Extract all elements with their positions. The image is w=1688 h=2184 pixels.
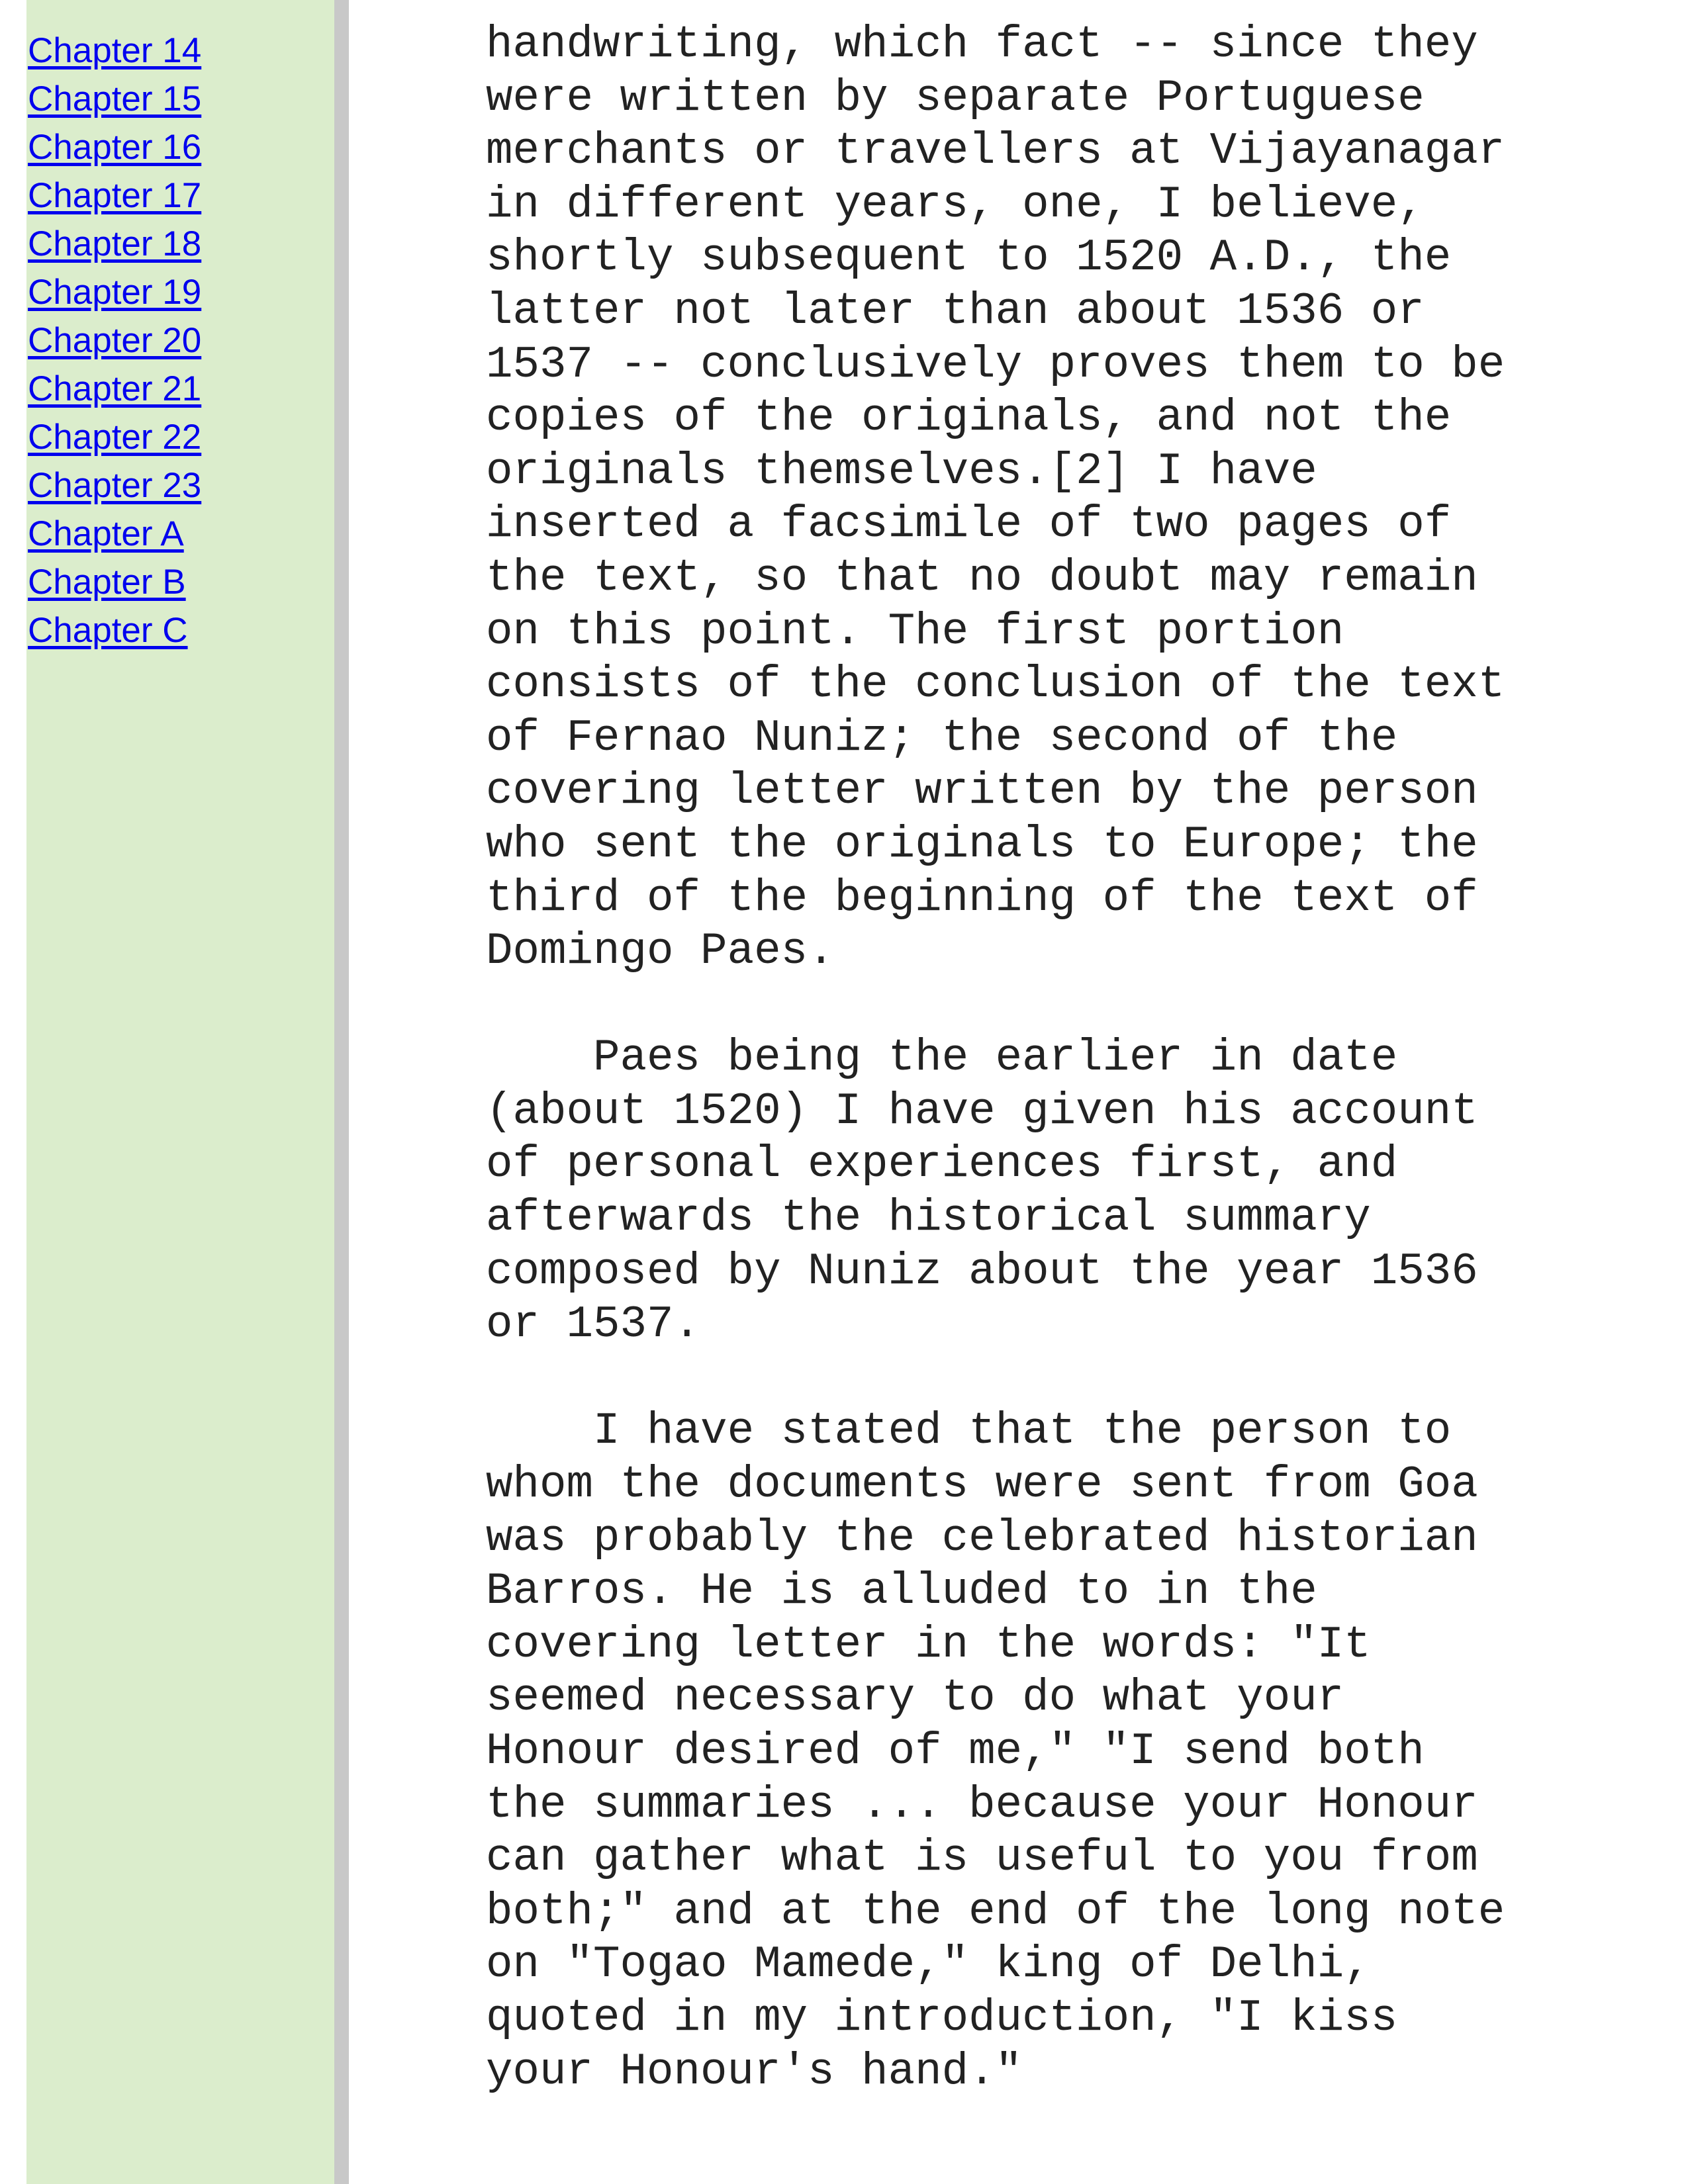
chapter-list-item — [28, 558, 334, 606]
chapter-list-item — [28, 171, 334, 220]
text-paragraph: I have stated that the person to whom the documents were sent from Goa was probably the celebrated historian Barros. He is alluded to in the covering letter in the words: "It seemed necessary to do what your Honour desired of me," "I send both the summaries ... because your Honour can gather what is useful to you from both;" and at the end of the long note on "Togao Mamede," king of Delhi, quoted in my introduction, "I kiss your Honour's hand." — [486, 1406, 1505, 2097]
chapter-list-item — [28, 220, 334, 268]
chapter-list-item — [28, 461, 334, 510]
chapter-list-item — [28, 413, 334, 461]
chapter-link-17[interactable]: Chapter 17 — [28, 176, 202, 215]
chapter-sidebar — [26, 0, 349, 2184]
chapter-list-item — [28, 510, 334, 558]
chapter-list-item — [28, 123, 334, 171]
chapter-link-c[interactable]: Chapter C — [28, 611, 188, 650]
chapter-list-item — [28, 268, 334, 316]
chapter-link-b[interactable]: Chapter B — [28, 563, 186, 602]
text-paragraph: Paes being the earlier in date (about 1520) I have given his account of personal experiences first, and afterwards the historical summary composed by Nuniz about the year 1536 or 1537. — [486, 1033, 1478, 1351]
text-paragraph: handwriting, which fact -- since they were written by separate Portuguese merchants or travellers at Vijayanagar in different years, one, I believe, shortly subsequent to 1520 A.D., the latter not later than about 1536 or 1537 -- conclusively proves them to be copies of the originals, and not the originals themselves.[2] I have inserted a facsimile of two pages of the text, so that no doubt may remain on this point. The first portion consists of the conclusion of the text of Fernao Nuniz; the second of the covering letter written by the person who sent the originals to Europe; the third of the beginning of the text of Domingo Paes. — [486, 20, 1505, 978]
chapter-list-item — [28, 365, 334, 413]
chapter-link-a[interactable]: Chapter A — [28, 514, 184, 553]
chapter-link-20[interactable]: Chapter 20 — [28, 321, 202, 360]
chapter-list-item — [28, 316, 334, 365]
chapter-link-15[interactable]: Chapter 15 — [28, 79, 202, 118]
chapter-text — [486, 19, 1664, 2152]
chapter-list-item — [28, 606, 334, 655]
chapter-list-item — [28, 26, 334, 75]
chapter-link-21[interactable]: Chapter 21 — [28, 369, 202, 408]
chapter-link-18[interactable]: Chapter 18 — [28, 224, 202, 263]
chapter-link-22[interactable]: Chapter 22 — [28, 418, 202, 457]
chapter-link-23[interactable]: Chapter 23 — [28, 466, 202, 505]
chapter-link-19[interactable]: Chapter 19 — [28, 273, 202, 312]
chapter-link-14[interactable]: Chapter 14 — [28, 31, 202, 70]
chapter-list-item — [28, 75, 334, 123]
chapter-list — [26, 0, 334, 655]
chapter-link-16[interactable]: Chapter 16 — [28, 128, 202, 167]
